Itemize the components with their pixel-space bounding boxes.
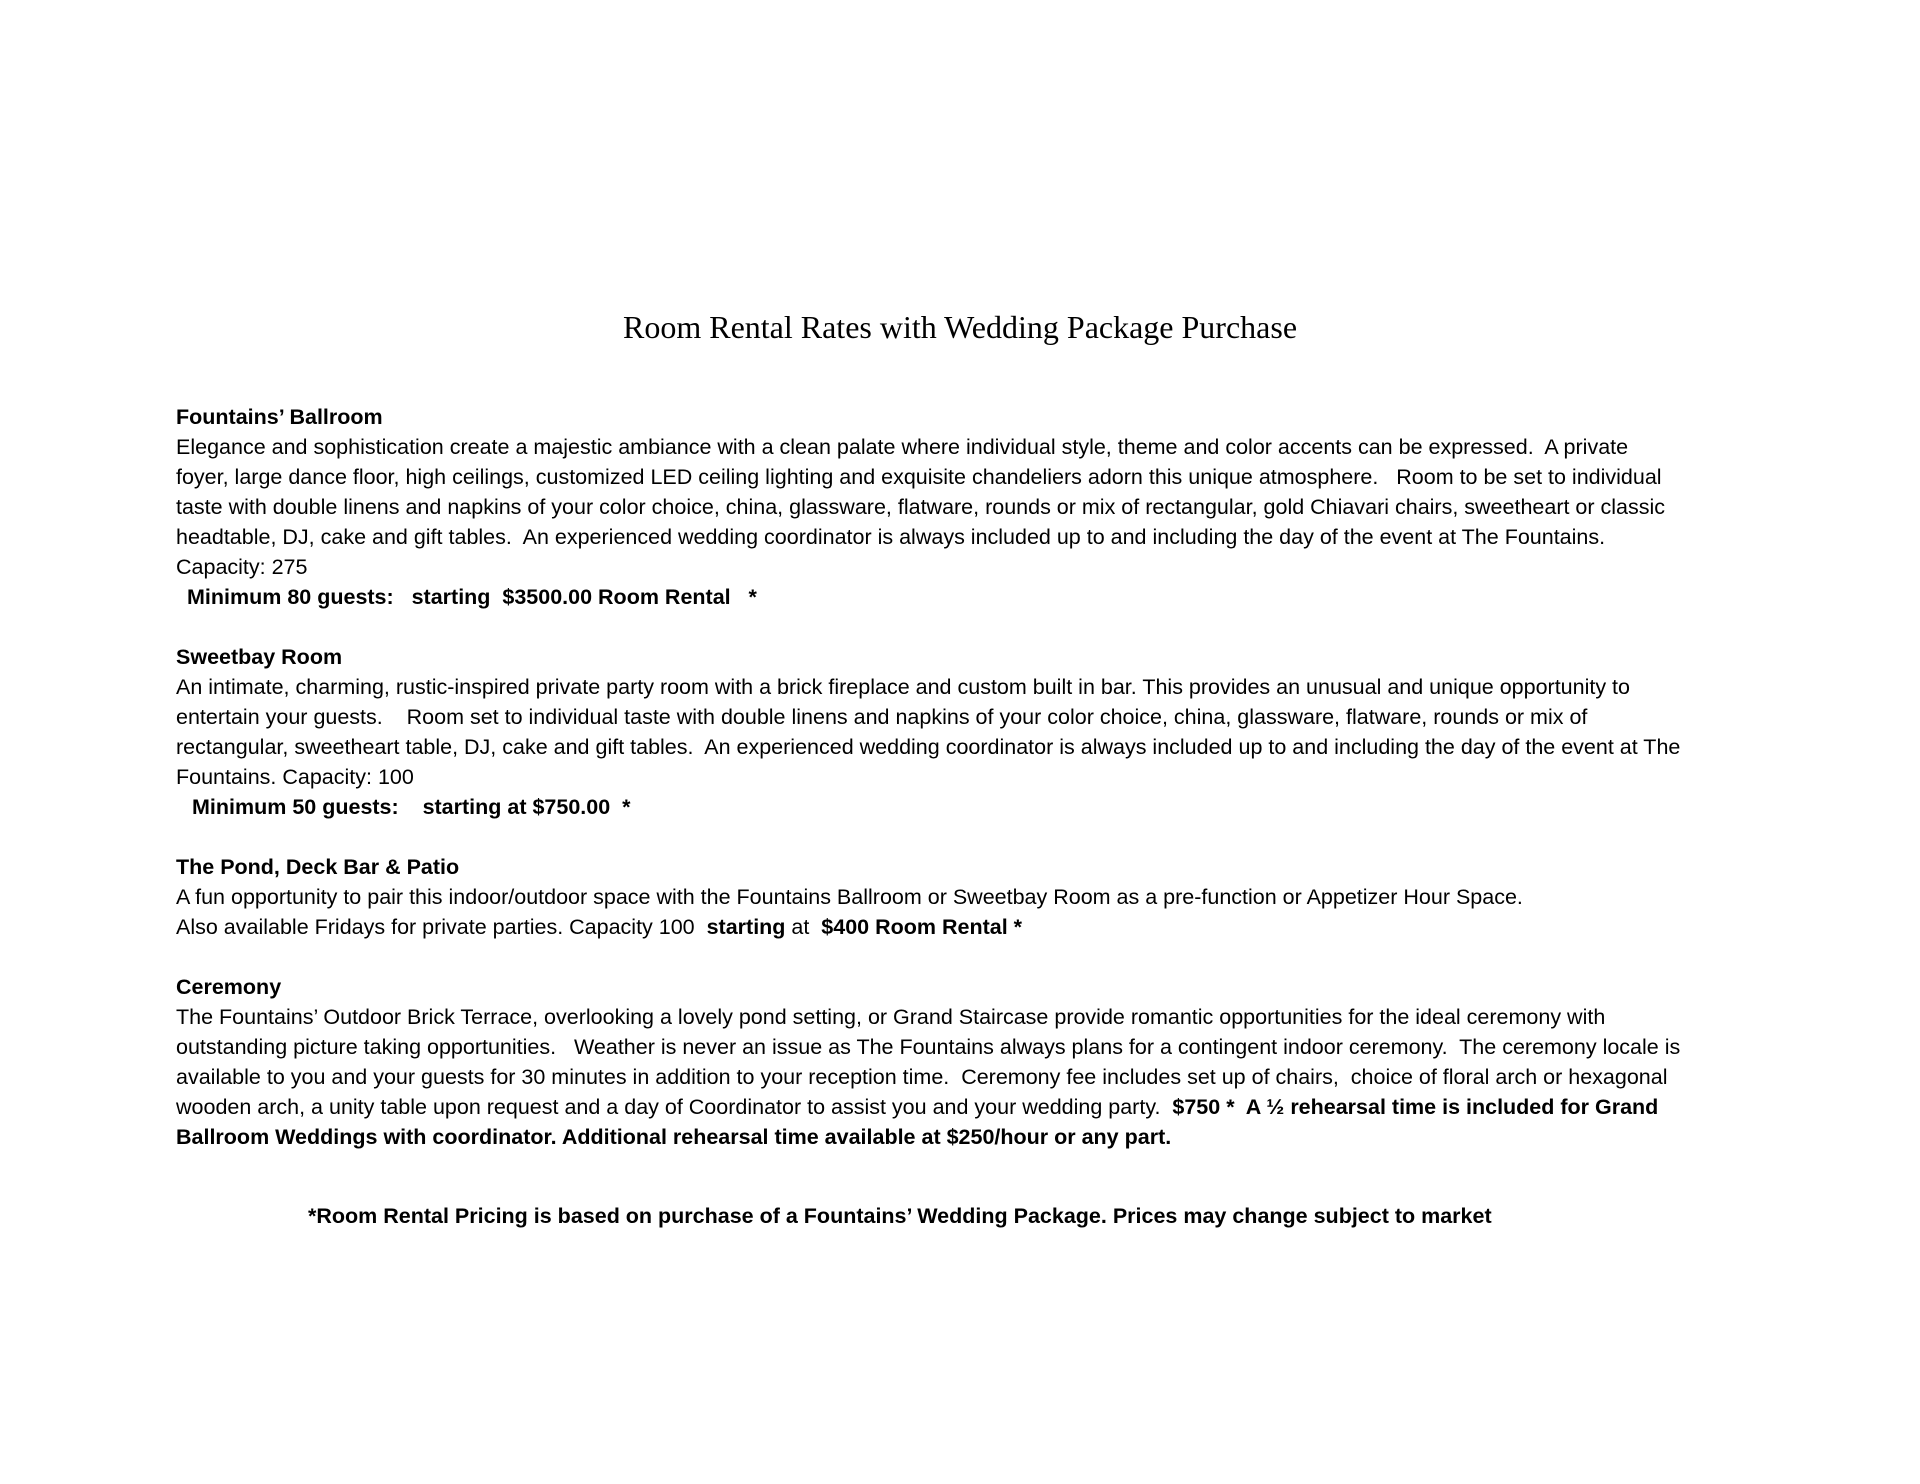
- at-text: at: [785, 915, 822, 939]
- ceremony-text: wooden arch, a unity table upon request and a day of Coordinator to assist you and your wedding party.: [176, 1095, 1173, 1119]
- starting-label: starting: [706, 915, 786, 939]
- rehearsal-text: Ballroom Weddings with coordinator. Additional rehearsal time available at $250/hour or any part.: [176, 1125, 1172, 1149]
- text-line: headtable, DJ, cake and gift tables. An experienced wedding coordinator is always included up to and including the day of the event at The Fountains.: [176, 525, 1606, 549]
- text-line: taste with double linens and napkins of your color choice, china, glassware, flatware, rounds or mix of rectangular, gold Chiavari chairs, sweetheart or classic: [176, 495, 1666, 519]
- text-line: An intimate, charming, rustic-inspired private party room with a brick fireplace and custom built in bar. This provides an unusual and unique opportunity to: [176, 675, 1630, 699]
- price-line: [176, 912, 1756, 942]
- section-heading: Ceremony: [176, 975, 282, 999]
- section-heading: The Pond, Deck Bar & Patio: [176, 855, 460, 879]
- price-text: $400 Room Rental *: [821, 915, 1023, 939]
- text-line: Elegance and sophistication create a majestic ambiance with a clean palate where individual style, theme and color accents can be expressed. A private: [176, 435, 1629, 459]
- document-title: Room Rental Rates with Wedding Package Purchase: [622, 309, 1298, 345]
- text-line: foyer, large dance floor, high ceilings, customized LED ceiling lighting and exquisite chandeliers adorn this unique atmosphere. Room to be set to individual: [176, 465, 1662, 489]
- capacity-text: Fountains. Capacity: 100: [176, 765, 414, 789]
- section-fountains-ballroom: [176, 402, 1756, 612]
- section-ceremony: [176, 972, 1756, 1152]
- section-description: [176, 1002, 1756, 1152]
- text-line: entertain your guests. Room set to individual taste with double linens and napkins of your color choice, china, glassware, flatware, rounds or mix of: [176, 705, 1588, 729]
- section-description: [176, 672, 1756, 792]
- text-line: The Fountains’ Outdoor Brick Terrace, overlooking a lovely pond setting, or Grand Staircase provide romantic opportunities for the ideal ceremony with: [176, 1005, 1606, 1029]
- text-line: A fun opportunity to pair this indoor/outdoor space with the Fountains Ballroom or Sweetbay Room as a pre-function or Appetizer Hour Space.: [176, 885, 1523, 909]
- section-description: [176, 882, 1756, 942]
- price-line: Minimum 80 guests: starting $3500.00 Room Rental *: [187, 585, 757, 609]
- pricing-footnote: *Room Rental Pricing is based on purchase of a Fountains’ Wedding Package. Prices may change subject to market: [308, 1204, 1492, 1228]
- text-line: outstanding picture taking opportunities. Weather is never an issue as The Fountains always plans for a contingent indoor ceremony. The ceremony locale is: [176, 1035, 1681, 1059]
- document-body: [176, 402, 1756, 1182]
- section-heading: Sweetbay Room: [176, 645, 343, 669]
- capacity-text: Also available Fridays for private parties. Capacity 100: [176, 915, 707, 939]
- section-sweetbay-room: [176, 642, 1756, 822]
- text-line: rectangular, sweetheart table, DJ, cake and gift tables. An experienced wedding coordinator is always included up to and including the day of the event at The: [176, 735, 1681, 759]
- text-line: [176, 1092, 1756, 1122]
- section-heading: Fountains’ Ballroom: [176, 405, 383, 429]
- price-line: Minimum 50 guests: starting at $750.00 *: [192, 795, 631, 819]
- capacity-text: Capacity: 275: [176, 555, 308, 579]
- text-line: available to you and your guests for 30 minutes in addition to your reception time. Ceremony fee includes set up of chairs, choice of floral arch or hexagonal: [176, 1065, 1668, 1089]
- ceremony-price-text: $750 * A ½ rehearsal time is included for Grand: [1172, 1095, 1659, 1119]
- section-description: [176, 432, 1756, 582]
- section-pond-deck-patio: [176, 852, 1756, 942]
